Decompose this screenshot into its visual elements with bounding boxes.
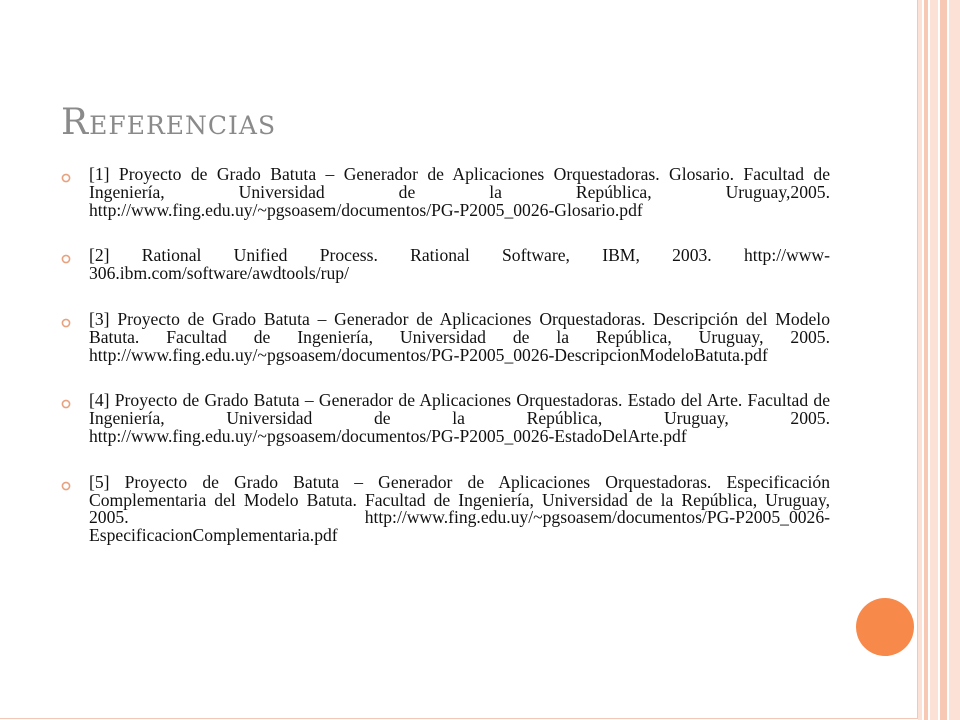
decor-stripe xyxy=(924,0,928,720)
circle-bullet-icon xyxy=(60,171,74,185)
decor-stripe xyxy=(930,0,938,720)
decor-stripe xyxy=(940,0,947,720)
circle-bullet-icon xyxy=(60,397,74,411)
circle-bullet-icon xyxy=(60,316,74,330)
decor-circle xyxy=(856,598,914,656)
reference-text: [1] Proyecto de Grado Batuta – Generador de Aplicaciones Orquestadoras. Glosario. Facultad de Ingeniería, Universidad de la República, Uruguay,2005. http://www.fing.edu.uy/~pgsoasem/documentos/PG-P2005_0026-Glosario.pdf xyxy=(89,164,830,220)
reference-item xyxy=(60,166,830,219)
circle-bullet-icon xyxy=(60,479,74,493)
slide-title: Referencias xyxy=(61,102,277,143)
reference-item xyxy=(60,471,830,546)
reference-item xyxy=(60,308,830,365)
reference-item xyxy=(60,247,830,283)
reference-text: [2] Rational Unified Process. Rational Software, IBM, 2003. http://www-306.ibm.com/software/awdtools/rup/ xyxy=(89,245,830,284)
decor-stripe xyxy=(949,0,960,720)
reference-text: [3] Proyecto de Grado Batuta – Generador de Aplicaciones Orquestadoras. Descripción del Modelo Batuta. Facultad de Ingeniería, Universidad de la República, Uruguay, 2005. http://www.fing.edu.uy/~pgsoasem/documentos/PG-P2005_0026-DescripcionModeloBatuta.pdf xyxy=(89,308,830,365)
reference-text: [4] Proyecto de Grado Batuta – Generador de Aplicaciones Orquestadoras. Estado del Arte. Facultad de Ingeniería, Universidad de la República, Uruguay, 2005. http://www.fing.edu.uy/~pgsoasem/documentos/PG-P2005_0026-EstadoDelArte.pdf xyxy=(89,390,830,446)
decor-stripe xyxy=(918,0,922,720)
reference-text: [5] Proyecto de Grado Batuta – Generador de Aplicaciones Orquestadoras. Especificación Complementaria del Modelo Batuta. Facultad de Ingeniería, Universidad de la República, Uruguay, 2005. http://www.fing.edu.uy/~pgsoasem/documentos/PG-P2005_0026-EspecificacionComplementaria.pdf xyxy=(89,471,830,546)
circle-bullet-icon xyxy=(60,252,74,266)
reference-list xyxy=(60,166,830,573)
reference-item xyxy=(60,392,830,445)
